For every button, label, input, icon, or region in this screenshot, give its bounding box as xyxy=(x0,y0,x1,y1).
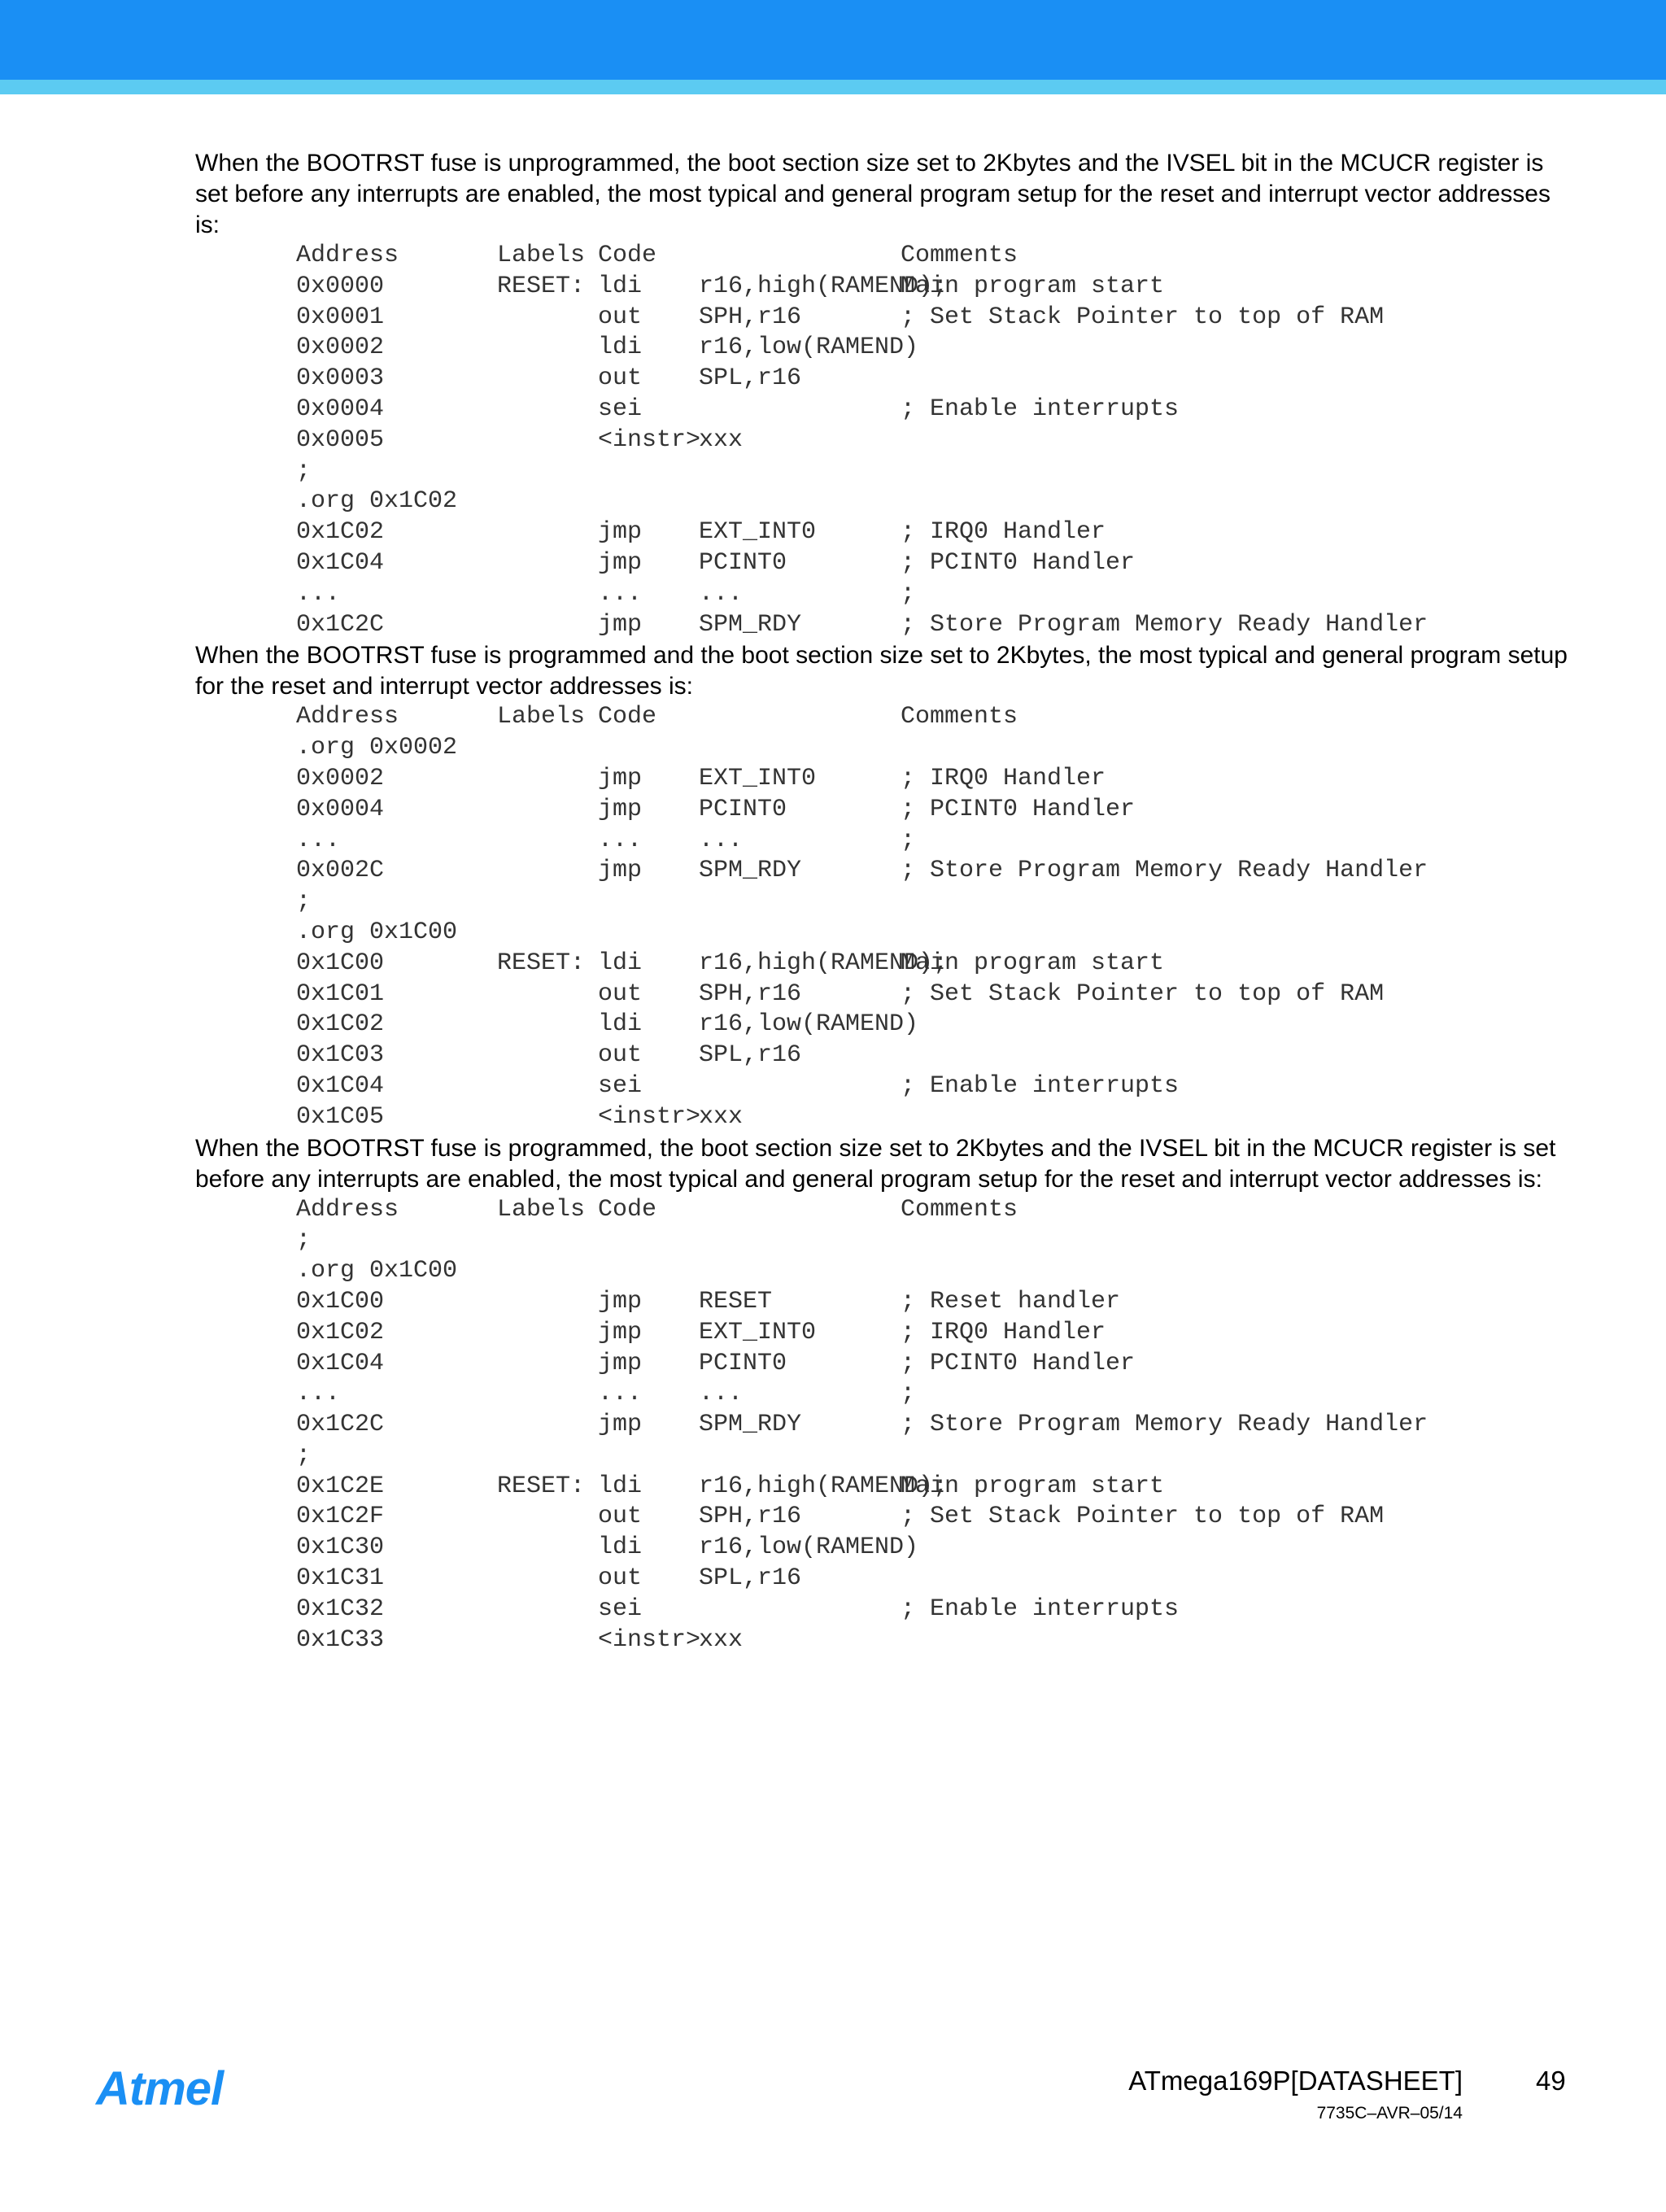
code-listing xyxy=(296,1195,1578,1656)
code-operand: EXT_INT0 xyxy=(699,518,817,547)
code-line xyxy=(296,733,1578,764)
code-address: 0x0004 xyxy=(296,795,385,823)
code-instruction: ... xyxy=(598,826,643,854)
code-line xyxy=(296,1441,1578,1472)
code-instruction: jmp xyxy=(598,1318,643,1346)
code-instruction: sei xyxy=(598,395,643,423)
code-comment: ; Store Program Memory Ready Handler xyxy=(901,610,1428,639)
code-line xyxy=(296,1256,1578,1287)
code-address: 0x1C02 xyxy=(296,1010,385,1039)
code-instruction: sei xyxy=(598,1595,643,1623)
code-operand: RESET xyxy=(699,1287,773,1315)
code-instruction: jmp xyxy=(598,795,643,823)
code-comment: ; PCINT0 Handler xyxy=(901,1349,1136,1377)
code-comment: Comments xyxy=(901,703,1018,731)
code-operand: SPH,r16 xyxy=(699,303,802,331)
code-line xyxy=(296,795,1578,826)
code-line xyxy=(296,826,1578,857)
code-listing xyxy=(296,241,1578,640)
code-line xyxy=(296,1041,1578,1071)
code-line xyxy=(296,1102,1578,1133)
code-operand: xxx xyxy=(699,425,744,454)
code-instruction: Code xyxy=(598,703,657,731)
section-text: When the BOOTRST fuse is unprogrammed, the boot section size set to 2Kbytes and the IVSEL bit in the MCUCR register is set before any interrupts are enabled, the most typical and general program setup for the reset and interrupt vector addresses is: xyxy=(195,150,1550,238)
code-address: 0x1C04 xyxy=(296,1349,385,1377)
code-instruction: ldi xyxy=(598,1010,643,1039)
code-line xyxy=(296,1502,1578,1533)
code-line xyxy=(296,1564,1578,1595)
code-address: 0x1C05 xyxy=(296,1102,385,1131)
code-address: ; xyxy=(296,1226,312,1254)
code-operand: EXT_INT0 xyxy=(699,1318,817,1346)
code-comment: Main program start xyxy=(901,272,1165,300)
code-address: Address xyxy=(296,703,399,731)
code-address: 0x0004 xyxy=(296,395,385,423)
code-line xyxy=(296,764,1578,795)
code-line xyxy=(296,610,1578,641)
code-operand: r16,high(RAMEND); xyxy=(699,272,949,300)
header-bar xyxy=(0,0,1666,80)
code-operand: PCINT0 xyxy=(699,1349,787,1377)
code-line xyxy=(296,364,1578,395)
code-address: 0x002C xyxy=(296,857,385,885)
code-comment: Main program start xyxy=(901,949,1165,977)
code-address: 0x1C00 xyxy=(296,1287,385,1315)
code-line xyxy=(296,1595,1578,1625)
code-operand: SPL,r16 xyxy=(699,364,802,393)
code-address: Address xyxy=(296,242,399,269)
code-operand: PCINT0 xyxy=(699,548,787,577)
code-line xyxy=(296,333,1578,364)
code-address: 0x1C2C xyxy=(296,610,385,639)
code-address: 0x1C30 xyxy=(296,1534,385,1562)
page-content xyxy=(195,148,1578,1656)
code-operand: r16,high(RAMEND); xyxy=(699,1472,949,1500)
code-line xyxy=(296,303,1578,334)
code-address: ; xyxy=(296,1441,312,1469)
code-line xyxy=(296,1410,1578,1441)
code-address: 0x1C2C xyxy=(296,1411,385,1439)
code-instruction: out xyxy=(598,1041,643,1070)
code-instruction: Code xyxy=(598,242,657,269)
code-line xyxy=(296,1472,1578,1503)
code-comment: ; Enable interrupts xyxy=(901,1595,1180,1623)
code-line xyxy=(296,1287,1578,1318)
code-comment: Comments xyxy=(901,242,1018,269)
code-address: 0x0003 xyxy=(296,364,385,393)
section-text: When the BOOTRST fuse is programmed, the boot section size set to 2Kbytes and the IVSEL bit in the MCUCR register is set before any interrupts are enabled, the most typical and general program setup for the reset and interrupt vector addresses is: xyxy=(195,1134,1556,1193)
code-line xyxy=(296,702,1578,733)
code-comment: ; Set Stack Pointer to top of RAM xyxy=(901,303,1385,331)
code-instruction: ldi xyxy=(598,272,643,300)
code-instruction: <instr> xyxy=(598,1625,701,1654)
code-instruction: jmp xyxy=(598,518,643,547)
code-operand: PCINT0 xyxy=(699,795,787,823)
code-operand: SPM_RDY xyxy=(699,1411,802,1439)
code-address: 0x1C2F xyxy=(296,1503,385,1531)
code-label: Labels xyxy=(497,242,586,269)
code-line xyxy=(296,887,1578,918)
code-operand: xxx xyxy=(699,1102,744,1131)
code-comment: ; Store Program Memory Ready Handler xyxy=(901,1411,1428,1439)
code-instruction: out xyxy=(598,1564,643,1593)
code-address: 0x0001 xyxy=(296,303,385,331)
code-comment: Main program start xyxy=(901,1472,1165,1500)
code-line xyxy=(296,456,1578,487)
code-address: .org 0x1C00 xyxy=(296,918,458,946)
code-line xyxy=(296,1533,1578,1564)
code-operand: r16,low(RAMEND) xyxy=(699,334,919,362)
code-label: RESET: xyxy=(497,949,586,977)
code-address: ; xyxy=(296,888,312,916)
code-operand: SPM_RDY xyxy=(699,610,802,639)
code-operand: ... xyxy=(699,826,744,854)
code-operand: SPH,r16 xyxy=(699,979,802,1008)
code-instruction: sei xyxy=(598,1071,643,1100)
code-address: 0x1C31 xyxy=(296,1564,385,1593)
code-label: Labels xyxy=(497,703,586,731)
code-comment: ; Reset handler xyxy=(901,1287,1121,1315)
code-operand: SPH,r16 xyxy=(699,1503,802,1531)
code-line xyxy=(296,425,1578,456)
header-stripe xyxy=(0,80,1666,94)
code-operand: ... xyxy=(699,579,744,608)
code-instruction: jmp xyxy=(598,1349,643,1377)
code-comment: ; xyxy=(901,826,916,854)
code-comment: Comments xyxy=(901,1195,1018,1224)
code-operand: xxx xyxy=(699,1625,744,1654)
code-instruction: out xyxy=(598,303,643,331)
code-line xyxy=(296,272,1578,303)
code-instruction: ... xyxy=(598,1380,643,1408)
code-address: Address xyxy=(296,1195,399,1224)
code-line xyxy=(296,486,1578,517)
code-line xyxy=(296,517,1578,548)
code-address: .org 0x1C02 xyxy=(296,487,458,516)
code-instruction: <instr> xyxy=(598,1102,701,1131)
code-line xyxy=(296,579,1578,610)
code-instruction: ... xyxy=(598,579,643,608)
code-comment: ; Set Stack Pointer to top of RAM xyxy=(901,1503,1385,1531)
code-operand: SPL,r16 xyxy=(699,1041,802,1070)
code-line xyxy=(296,1625,1578,1656)
code-address: 0x1C04 xyxy=(296,1071,385,1100)
section-text: When the BOOTRST fuse is programmed and the boot section size set to 2Kbytes, the most typical and general program setup for the reset and interrupt vector addresses is: xyxy=(195,642,1568,700)
section xyxy=(195,640,1578,1132)
code-instruction: out xyxy=(598,364,643,393)
code-address: 0x1C2E xyxy=(296,1472,385,1500)
code-address: .org 0x1C00 xyxy=(296,1257,458,1285)
code-line xyxy=(296,1010,1578,1041)
code-address: 0x1C02 xyxy=(296,518,385,547)
code-instruction: jmp xyxy=(598,857,643,885)
code-address: ; xyxy=(296,456,312,485)
code-address: 0x0002 xyxy=(296,334,385,362)
code-address: 0x1C02 xyxy=(296,1318,385,1346)
code-instruction: ldi xyxy=(598,1534,643,1562)
code-address: ... xyxy=(296,579,341,608)
code-instruction: jmp xyxy=(598,1287,643,1315)
code-address: 0x0002 xyxy=(296,764,385,792)
page-number: 49 xyxy=(1536,2066,1566,2096)
code-comment: ; PCINT0 Handler xyxy=(901,795,1136,823)
code-comment: ; Enable interrupts xyxy=(901,395,1180,423)
code-line xyxy=(296,1071,1578,1102)
code-line xyxy=(296,979,1578,1010)
code-line xyxy=(296,918,1578,949)
code-label: RESET: xyxy=(497,272,586,300)
code-operand: r16,high(RAMEND); xyxy=(699,949,949,977)
code-line xyxy=(296,1195,1578,1226)
code-line xyxy=(296,395,1578,425)
code-line xyxy=(296,1318,1578,1349)
code-label: RESET: xyxy=(497,1472,586,1500)
code-instruction: jmp xyxy=(598,1411,643,1439)
code-address: 0x1C00 xyxy=(296,949,385,977)
code-comment: ; Enable interrupts xyxy=(901,1071,1180,1100)
code-comment: ; IRQ0 Handler xyxy=(901,1318,1106,1346)
document-code: 7735C–AVR–05/14 xyxy=(1316,2104,1463,2123)
code-instruction: jmp xyxy=(598,764,643,792)
code-line xyxy=(296,241,1578,272)
code-instruction: ldi xyxy=(598,334,643,362)
code-line xyxy=(296,1349,1578,1380)
code-operand: r16,low(RAMEND) xyxy=(699,1010,919,1039)
section xyxy=(195,148,1578,640)
code-line xyxy=(296,1379,1578,1410)
code-line xyxy=(296,856,1578,887)
code-comment: ; IRQ0 Handler xyxy=(901,764,1106,792)
code-comment: ; xyxy=(901,579,916,608)
code-label: Labels xyxy=(497,1195,586,1224)
code-instruction: jmp xyxy=(598,548,643,577)
code-address: 0x1C33 xyxy=(296,1625,385,1654)
code-comment: ; IRQ0 Handler xyxy=(901,518,1106,547)
code-comment: ; Store Program Memory Ready Handler xyxy=(901,857,1428,885)
code-address: 0x1C03 xyxy=(296,1041,385,1070)
code-line xyxy=(296,548,1578,579)
code-operand: SPM_RDY xyxy=(699,857,802,885)
code-line xyxy=(296,949,1578,979)
code-instruction: ldi xyxy=(598,949,643,977)
code-address: ... xyxy=(296,1380,341,1408)
document-title: ATmega169P[DATASHEET] xyxy=(1128,2066,1463,2096)
code-address: .org 0x0002 xyxy=(296,734,458,762)
code-listing xyxy=(296,702,1578,1132)
code-instruction: Code xyxy=(598,1195,657,1224)
code-address: 0x0005 xyxy=(296,425,385,454)
code-address: 0x0000 xyxy=(296,272,385,300)
code-instruction: ldi xyxy=(598,1472,643,1500)
code-line xyxy=(296,1225,1578,1256)
code-operand: r16,low(RAMEND) xyxy=(699,1534,919,1562)
atmel-logo: Atmel xyxy=(96,2062,224,2115)
code-operand: SPL,r16 xyxy=(699,1564,802,1593)
code-operand: EXT_INT0 xyxy=(699,764,817,792)
code-instruction: out xyxy=(598,1503,643,1531)
code-comment: ; PCINT0 Handler xyxy=(901,548,1136,577)
code-address: 0x1C32 xyxy=(296,1595,385,1623)
code-instruction: out xyxy=(598,979,643,1008)
code-address: ... xyxy=(296,826,341,854)
code-operand: ... xyxy=(699,1380,744,1408)
code-instruction: <instr> xyxy=(598,425,701,454)
code-comment: ; xyxy=(901,1380,916,1408)
code-address: 0x1C04 xyxy=(296,548,385,577)
code-comment: ; Set Stack Pointer to top of RAM xyxy=(901,979,1385,1008)
code-instruction: jmp xyxy=(598,610,643,639)
section xyxy=(195,1133,1578,1656)
code-address: 0x1C01 xyxy=(296,979,385,1008)
